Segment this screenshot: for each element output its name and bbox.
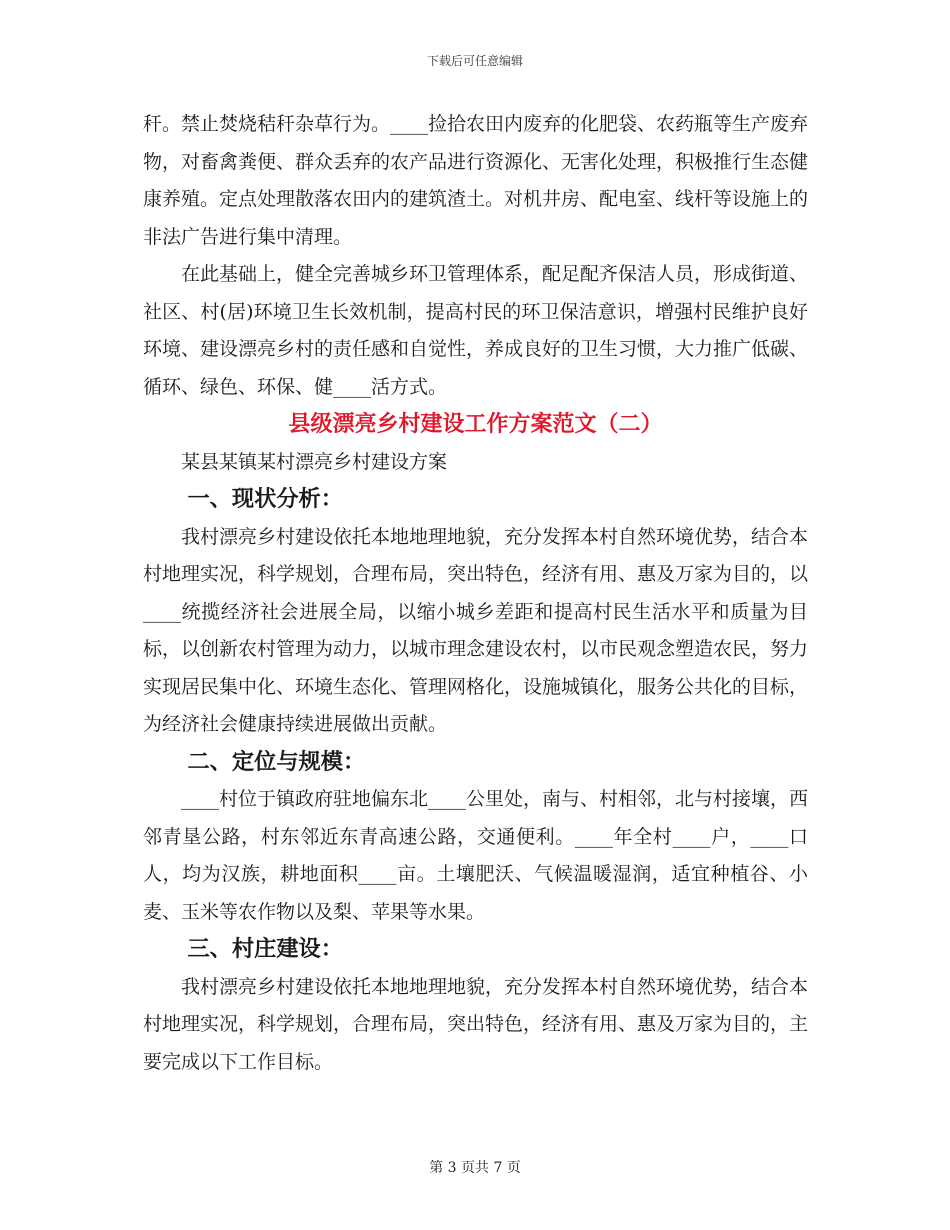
paragraph-continuation: 秆。禁止焚烧秸秆杂草行为。____捡拾农田内废弃的化肥袋、农药瓶等生产废弃物，对畜禽粪便、群众丢弃的农产品进行资源化、无害化处理，积极推行生态健康养殖。定点处理散落农田内的建筑渣土。对机井房、配电室、线杆等设施上的非法广告进行集中清理。 <box>143 113 809 248</box>
heading-village-construction: 三、村庄建设： <box>187 936 343 962</box>
paragraph-village-construction: 我村漂亮乡村建设依托本地地理地貌，充分发挥本村自然环境优势，结合本村地理实况，科学规划，合理布局，突出特色，经济有用、惠及万家为目的，主要完成以下工作目标。 <box>143 975 809 1073</box>
section-title: 县级漂亮乡村建设工作方案范文（二） <box>288 412 663 437</box>
paragraph-sanitation: 在此基础上，健全完善城乡环卫管理体系，配足配齐保洁人员，形成街道、社区、村(居)环境卫生长效机制，提高村民的环卫保洁意识，增强村民维护良好环境、建设漂亮乡村的责任感和自觉性，养成良好的卫生习惯，大力推广低碳、循环、绿色、环保、健____活方式。 <box>143 263 809 398</box>
page-footer: 第 3 页共 7 页 <box>429 1160 521 1176</box>
document-body <box>143 106 808 1081</box>
page-header: 下载后可任意编辑 <box>426 54 523 68</box>
paragraph-positioning-scale: ____村位于镇政府驻地偏东北____公里处，南与、村相邻，北与村接壤，西邻青垦公路，村东邻近东青高速公路，交通便利。____年全村____户，____口人，均为汉族，耕地面积____亩。土壤肥沃、气候温暖湿润，适宜种植谷、小麦、玉米等农作物以及梨、苹果等水果。 <box>143 788 809 923</box>
heading-positioning-scale: 二、定位与规模： <box>187 748 366 775</box>
plan-subtitle: 某县某镇某村漂亮乡村建设方案 <box>181 450 448 473</box>
heading-status-analysis: 一、现状分析： <box>187 486 343 512</box>
paragraph-status-analysis: 我村漂亮乡村建设依托本地地理地貌，充分发挥本村自然环境优势，结合本村地理实况，科学规划，合理布局，突出特色，经济有用、惠及万家为目的，以____统揽经济社会进展全局，以缩小城乡差距和提高村民生活水平和质量为目标，以创新农村管理为动力，以城市理念建设农村，以市民观念塑造农民，努力实现居民集中化、环境生态化、管理网格化，设施城镇化，服务公共化的目标，为经济社会健康持续进展做出贡献。 <box>143 525 809 735</box>
